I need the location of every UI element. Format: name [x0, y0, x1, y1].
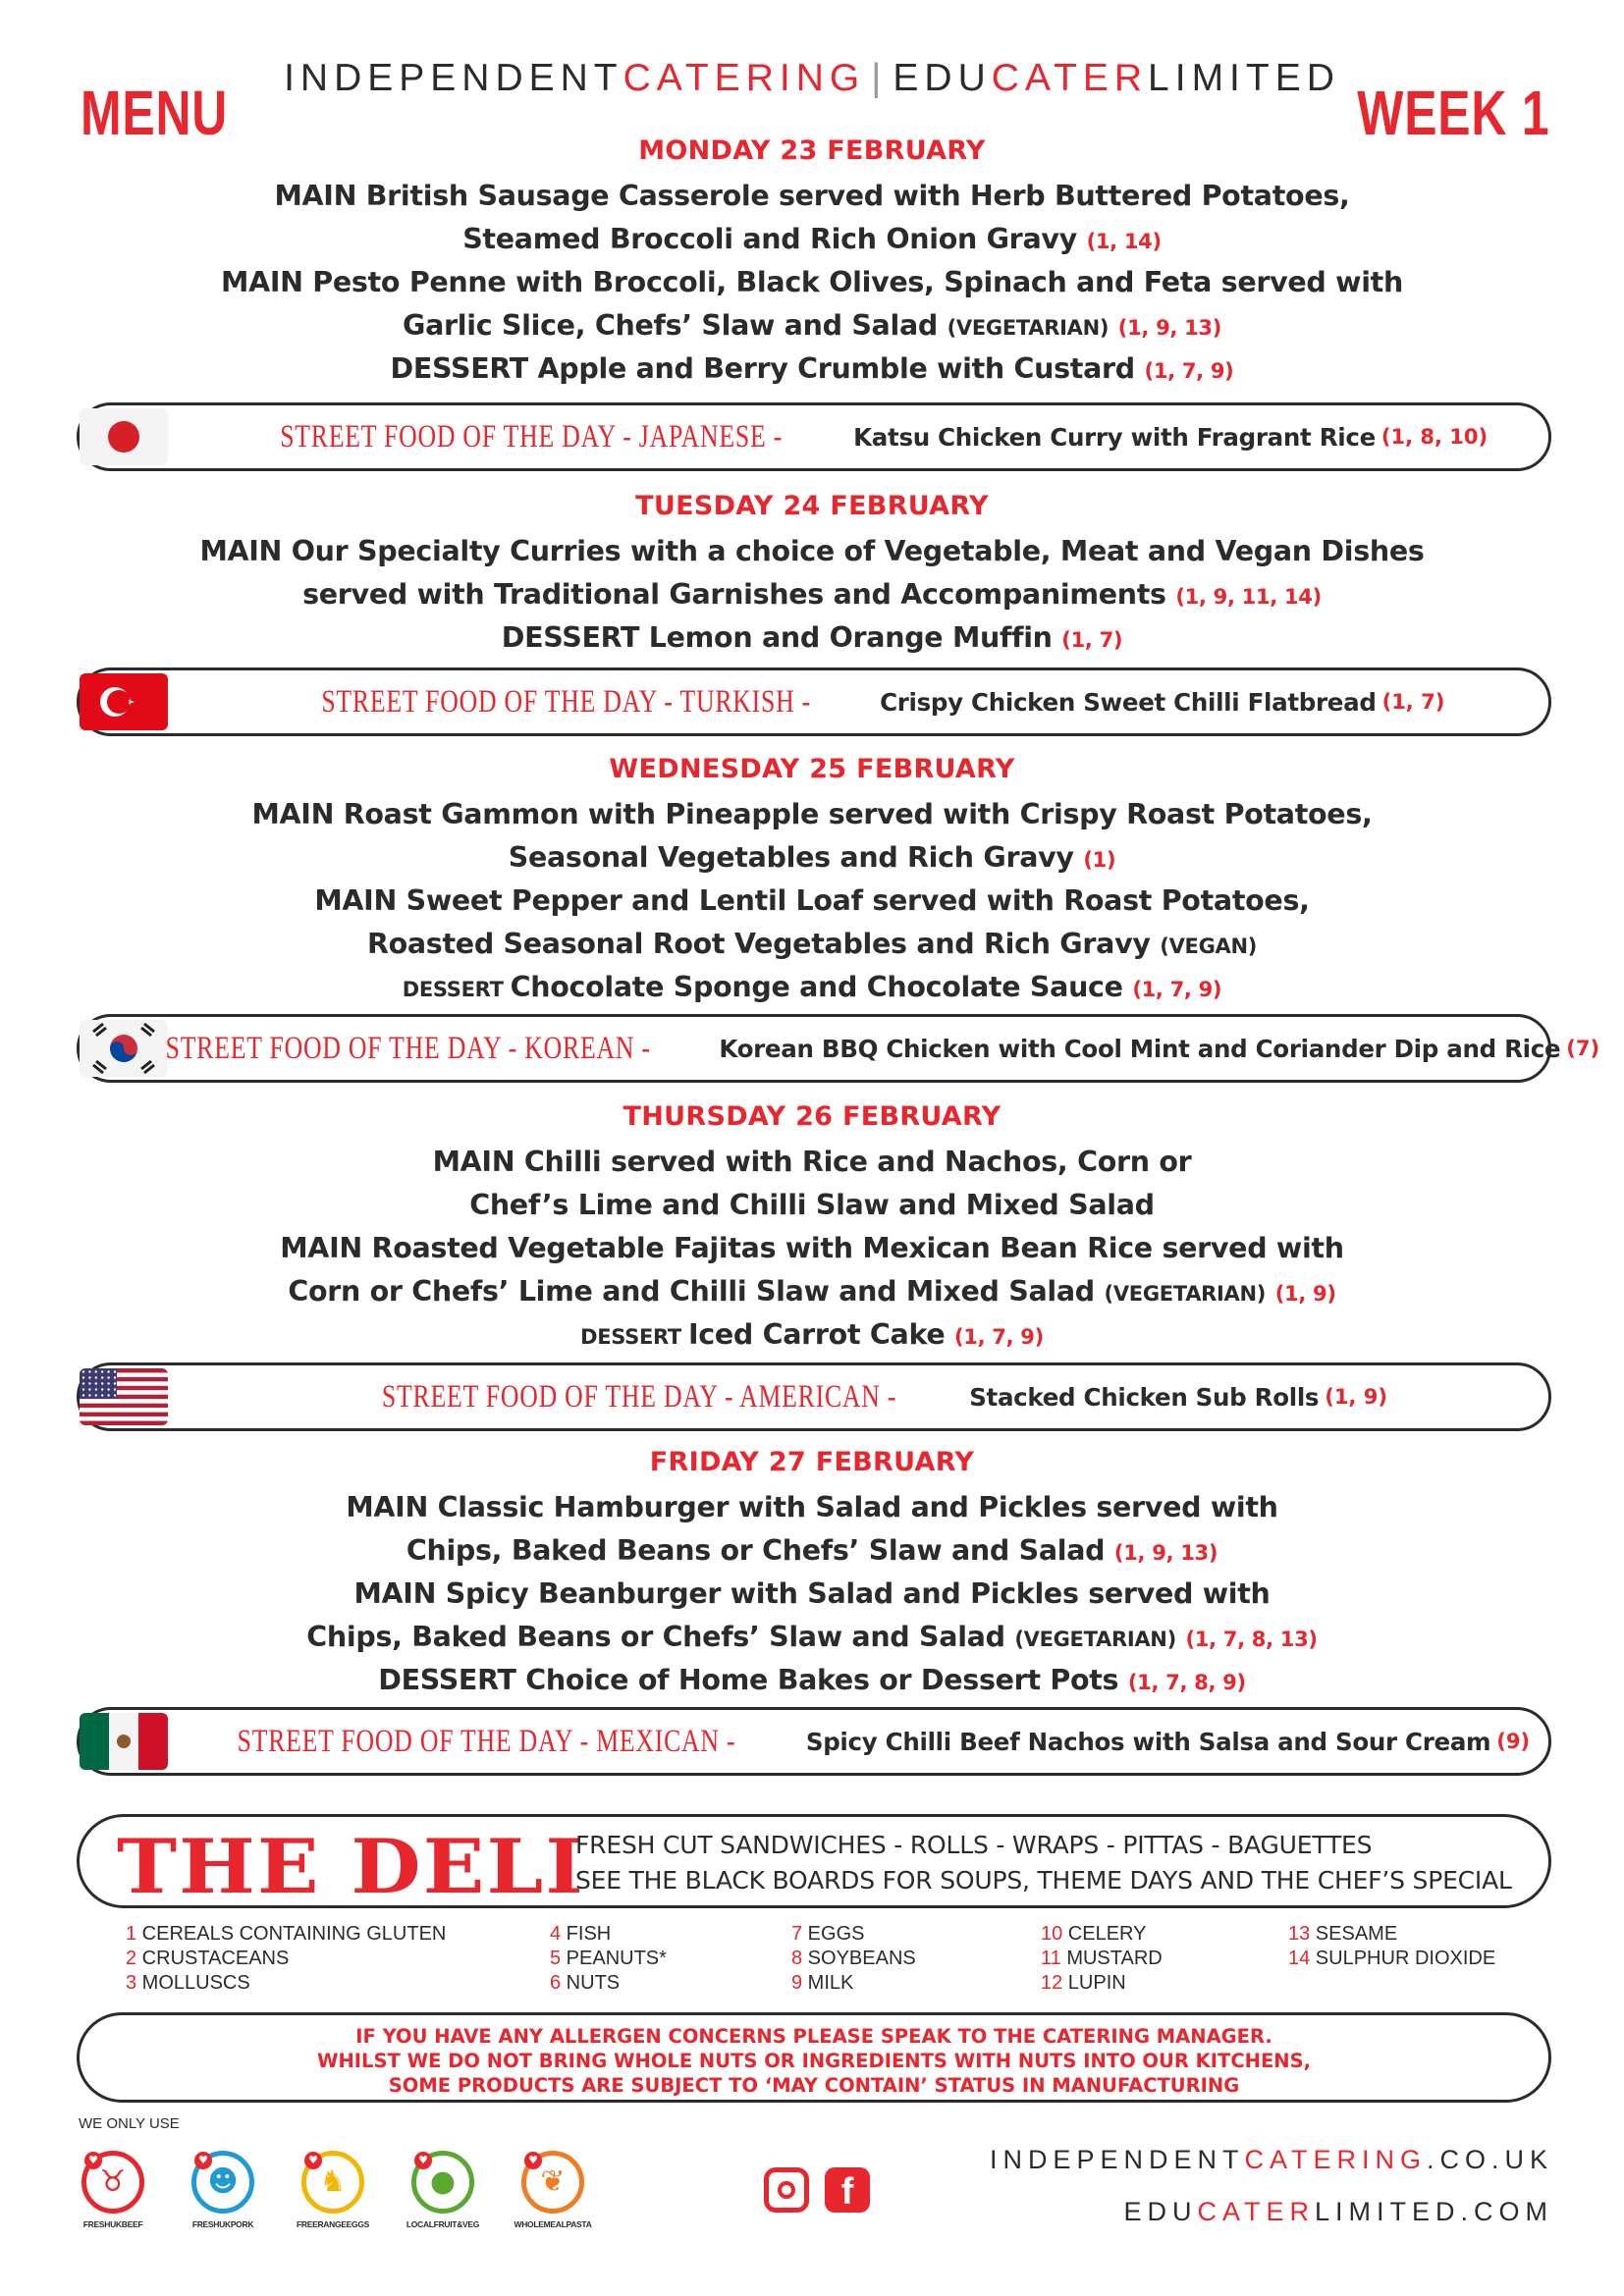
day-section	[0, 135, 1624, 391]
allergen-number: 1	[126, 1923, 137, 1945]
heart-icon: ♥	[414, 2152, 432, 2169]
street-food-text	[168, 405, 1529, 468]
menu-line	[0, 1141, 1624, 1184]
allergen-column	[550, 1922, 667, 1996]
allergen-item	[791, 1971, 916, 1996]
we-only-use-label: WE ONLY USE	[79, 2115, 180, 2132]
allergen-name: CEREALS CONTAINING GLUTEN	[136, 1923, 447, 1945]
street-food-bar	[77, 402, 1551, 471]
allergen-name: EGGS	[802, 1923, 865, 1945]
allergen-item	[1041, 1947, 1163, 1971]
street-food-text	[168, 1710, 1529, 1773]
deli-line-2: SEE THE BLACK BOARDS FOR SOUPS, THEME DAYS AND THE CHEF’S SPECIAL	[575, 1866, 1512, 1895]
allergen-codes: (1, 9)	[1274, 1282, 1336, 1306]
allergen-codes: (1, 9, 13)	[1113, 1541, 1218, 1565]
street-food-label: STREET FOOD OF THE DAY - AMERICAN -	[381, 1378, 897, 1415]
badge-caption: WHOLEMEALPASTA	[514, 2219, 592, 2229]
allergen-name: PEANUTS*	[561, 1948, 667, 1969]
street-food-bar	[77, 667, 1551, 736]
allergen-name: SOYBEANS	[802, 1948, 916, 1969]
street-food-text	[168, 670, 1529, 733]
mexico-flag-icon	[80, 1713, 168, 1770]
menu-line	[0, 218, 1624, 261]
dish-text: MAIN Sweet Pepper and Lentil Loaf served with Roast Potatoes,	[314, 884, 1310, 917]
week-label: WEEK 1	[1356, 78, 1549, 148]
badge-caption: LOCALFRUIT&VEG	[406, 2219, 480, 2229]
menu-line	[0, 1486, 1624, 1529]
allergen-number: 2	[126, 1948, 137, 1969]
dish-text: Iced Carrot Cake	[687, 1318, 946, 1351]
allergen-codes: (1, 9, 11, 14)	[1175, 585, 1322, 609]
day-title: FRIDAY 27 FEBRUARY	[649, 1447, 975, 1477]
warning-line-3: SOME PRODUCTS ARE SUBJECT TO ‘MAY CONTAIN’ STATUS IN MANUFACTURING	[388, 2074, 1240, 2097]
allergen-number: 6	[550, 1972, 562, 1994]
street-food-label: STREET FOOD OF THE DAY - JAPANESE -	[280, 418, 783, 454]
street-food-dish: Spicy Chilli Beef Nachos with Salsa and Sour Cream	[805, 1727, 1491, 1756]
badge-symbol: ☻	[207, 2164, 239, 2199]
allergen-name: SESAME	[1310, 1923, 1398, 1945]
web1-part-a: INDEPENDENT	[989, 2145, 1245, 2174]
sourcing-badge	[279, 2145, 387, 2229]
allergen-codes: (1, 7, 9)	[1144, 359, 1234, 383]
menu-line	[0, 573, 1624, 616]
menu-line	[0, 1659, 1624, 1702]
sourcing-badge	[389, 2145, 497, 2229]
korea-flag-icon	[80, 1020, 168, 1077]
allergen-number: 9	[791, 1972, 803, 1994]
course-prefix: DESSERT	[402, 978, 511, 1001]
menu-line	[0, 1227, 1624, 1270]
web2-part-a: EDU	[1123, 2197, 1198, 2226]
web2-part-b: CATER	[1197, 2197, 1315, 2226]
instagram-icon[interactable]	[764, 2167, 809, 2213]
dish-text: MAIN Roast Gammon with Pineapple served with Crispy Roast Potatoes,	[251, 798, 1373, 830]
dish-text: Chips, Baked Beans or Chefs’ Slaw and Salad	[306, 1621, 1005, 1653]
day-section	[0, 1101, 1624, 1357]
allergen-item	[126, 1971, 446, 1996]
brand-limited: LIMITED	[1148, 57, 1340, 99]
badge-symbol: ❦	[540, 2164, 566, 2199]
street-food-text	[168, 1365, 1529, 1428]
allergen-name: CELERY	[1062, 1923, 1147, 1945]
menu-line	[0, 793, 1624, 836]
allergen-codes: (1, 7)	[1061, 628, 1123, 652]
dish-text: Steamed Broccoli and Rich Onion Gravy	[462, 223, 1077, 255]
allergen-codes: (1, 7, 9)	[1132, 978, 1222, 1001]
menu-line	[0, 1573, 1624, 1616]
brand-independent: INDEPENDENT	[284, 57, 623, 99]
allergen-codes: (1, 7, 8, 9)	[1127, 1671, 1246, 1694]
dish-text: served with Traditional Garnishes and Accompaniments	[302, 578, 1166, 611]
menu-line	[0, 1313, 1624, 1357]
facebook-icon[interactable]: f	[825, 2167, 870, 2213]
street-food-dish: Stacked Chicken Sub Rolls	[969, 1382, 1320, 1412]
diet-tag: (VEGETARIAN)	[1104, 1282, 1267, 1306]
street-food-label: STREET FOOD OF THE DAY - KOREAN -	[165, 1030, 651, 1066]
menu-line	[0, 304, 1624, 347]
allergen-item	[791, 1922, 916, 1947]
allergen-number: 11	[1041, 1948, 1061, 1969]
allergen-number: 12	[1041, 1972, 1063, 1994]
street-food-allergens: (1, 8, 10)	[1380, 425, 1489, 449]
brand-edu: EDU	[893, 57, 992, 99]
allergen-number: 4	[550, 1923, 562, 1945]
dish-text: Chocolate Sponge and Chocolate Sauce	[510, 971, 1123, 1003]
menu-line	[0, 1529, 1624, 1573]
allergen-name: MUSTARD	[1060, 1948, 1163, 1969]
heart-icon: ♥	[524, 2152, 542, 2169]
allergen-item	[550, 1922, 667, 1947]
day-title: THURSDAY 26 FEBRUARY	[623, 1101, 1001, 1132]
menu-line	[0, 530, 1624, 573]
course-prefix: DESSERT	[580, 1325, 688, 1349]
menu-line	[0, 880, 1624, 923]
street-food-label: STREET FOOD OF THE DAY - MEXICAN -	[237, 1723, 736, 1759]
deli-line-1: FRESH CUT SANDWICHES - ROLLS - WRAPS - PITTAS - BAGUETTES	[575, 1831, 1373, 1859]
dish-text: MAIN Chilli served with Rice and Nachos, Corn or	[432, 1146, 1192, 1178]
street-food-dish: Katsu Chicken Curry with Fragrant Rice	[853, 422, 1376, 452]
sourcing-badges	[79, 2145, 687, 2253]
dish-text: MAIN British Sausage Casserole served with Herb Buttered Potatoes,	[274, 180, 1350, 212]
dish-text: MAIN Our Specialty Curries with a choice of Vegetable, Meat and Vegan Dishes	[199, 535, 1425, 567]
street-food-allergens: (7)	[1566, 1037, 1600, 1060]
badge-symbol: ●	[429, 2164, 457, 2199]
badge-caption: FRESHUKBEEF	[82, 2219, 143, 2229]
allergen-item	[1041, 1971, 1163, 1996]
brand-cater: CATER	[991, 57, 1149, 99]
dish-text: MAIN Spicy Beanburger with Salad and Pickles served with	[353, 1577, 1271, 1610]
wheat-icon	[521, 2151, 584, 2214]
allergen-number: 10	[1041, 1923, 1063, 1945]
dish-text: MAIN Roasted Vegetable Fajitas with Mexican Bean Rice served with	[280, 1232, 1344, 1264]
web2-part-c: LIMITED.COM	[1314, 2197, 1553, 2226]
street-food-dish: Crispy Chicken Sweet Chilli Flatbread	[880, 687, 1377, 717]
allergen-column	[1288, 1922, 1495, 1971]
dish-text: Chef’s Lime and Chilli Slaw and Mixed Salad	[469, 1189, 1155, 1221]
diet-tag: (VEGAN)	[1160, 934, 1258, 958]
allergen-name: SULPHUR DIOXIDE	[1310, 1948, 1496, 1969]
menu-line	[0, 175, 1624, 218]
street-food-bar	[77, 1362, 1551, 1431]
allergen-codes: (1, 7, 9)	[954, 1325, 1044, 1349]
allergen-codes: (1, 14)	[1086, 230, 1162, 253]
menu-line	[0, 261, 1624, 304]
menu-line	[0, 966, 1624, 1009]
allergen-name: MILK	[802, 1972, 854, 1994]
badge-caption: FRESHUKPORK	[191, 2219, 254, 2229]
dish-text: Seasonal Vegetables and Rich Gravy	[508, 841, 1074, 874]
apple-icon	[411, 2151, 474, 2214]
day-title: TUESDAY 24 FEBRUARY	[635, 491, 989, 521]
turkey-flag-icon	[80, 673, 168, 730]
menu-label: MENU	[81, 78, 229, 148]
website-educater-limited[interactable]	[1123, 2197, 1553, 2227]
allergen-codes: (1, 9, 13)	[1117, 316, 1222, 340]
badge-caption: FREERANGEEGGS	[296, 2219, 370, 2229]
dish-text: Corn or Chefs’ Lime and Chilli Slaw and Mixed Salad	[288, 1275, 1095, 1308]
menu-line	[0, 347, 1624, 391]
day-section	[0, 1447, 1624, 1702]
web1-part-c: .CO.UK	[1426, 2145, 1553, 2174]
dish-text: MAIN Pesto Penne with Broccoli, Black Olives, Spinach and Feta served with	[221, 266, 1403, 298]
allergen-item	[126, 1922, 446, 1947]
street-food-dish: Korean BBQ Chicken with Cool Mint and Coriander Dip and Rice	[719, 1034, 1561, 1063]
pork-icon	[191, 2151, 254, 2214]
day-title: WEDNESDAY 25 FEBRUARY	[609, 754, 1015, 784]
allergen-number: 5	[550, 1948, 562, 1969]
menu-line	[0, 1270, 1624, 1313]
allergen-item	[1288, 1947, 1495, 1971]
heart-icon: ♥	[194, 2152, 212, 2169]
allergen-item	[1041, 1922, 1163, 1947]
menu-line	[0, 836, 1624, 880]
heart-icon: ♥	[304, 2152, 322, 2169]
allergen-column	[791, 1922, 916, 1996]
street-food-text	[165, 1017, 1600, 1080]
beef-icon	[81, 2151, 144, 2214]
allergen-item	[791, 1947, 916, 1971]
menu-line	[0, 923, 1624, 966]
dish-text: DESSERT Apple and Berry Crumble with Custard	[390, 352, 1135, 385]
allergen-item	[550, 1947, 667, 1971]
street-food-bar	[77, 1707, 1551, 1776]
dish-text: Garlic Slice, Chefs’ Slaw and Salad	[402, 309, 938, 342]
street-food-label: STREET FOOD OF THE DAY - TURKISH -	[321, 683, 811, 720]
day-title: MONDAY 23 FEBRUARY	[638, 135, 986, 166]
allergen-number: 13	[1288, 1923, 1311, 1945]
warning-line-2: WHILST WE DO NOT BRING WHOLE NUTS OR INGREDIENTS WITH NUTS INTO OUR KITCHENS,	[316, 2050, 1312, 2072]
allergen-column	[126, 1922, 446, 1996]
warning-line-1: IF YOU HAVE ANY ALLERGEN CONCERNS PLEASE SPEAK TO THE CATERING MANAGER.	[355, 2025, 1272, 2048]
allergen-number: 3	[126, 1972, 137, 1994]
allergen-name: MOLLUSCS	[136, 1972, 250, 1994]
website-independent-catering[interactable]	[990, 2145, 1553, 2175]
allergen-codes: (1)	[1083, 848, 1116, 872]
sourcing-badge	[169, 2145, 277, 2229]
allergen-name: FISH	[561, 1923, 612, 1945]
allergen-item	[1288, 1922, 1495, 1947]
sourcing-badge	[499, 2145, 607, 2229]
allergen-number: 7	[791, 1923, 803, 1945]
diet-tag: (VEGETARIAN)	[1014, 1628, 1176, 1651]
street-food-allergens: (1, 9)	[1325, 1385, 1387, 1409]
menu-line	[0, 616, 1624, 660]
day-section	[0, 754, 1624, 1009]
street-food-allergens: (9)	[1496, 1730, 1531, 1753]
street-food-allergens: (1, 7)	[1381, 690, 1445, 714]
allergen-name: CRUSTACEANS	[136, 1948, 290, 1969]
dish-text: DESSERT Choice of Home Bakes or Dessert Pots	[378, 1664, 1119, 1696]
allergen-item	[550, 1971, 667, 1996]
menu-line	[0, 1616, 1624, 1659]
deli-title: THE DELI	[117, 1823, 585, 1910]
dish-text: Chips, Baked Beans or Chefs’ Slaw and Salad	[406, 1534, 1106, 1567]
chicken-icon	[301, 2151, 364, 2214]
diet-tag: (VEGETARIAN)	[947, 316, 1110, 340]
dish-text: MAIN Classic Hamburger with Salad and Pickles served with	[346, 1491, 1278, 1523]
allergen-column	[1041, 1922, 1163, 1996]
japan-flag-icon	[80, 408, 168, 465]
badge-symbol: ♉	[99, 2164, 127, 2199]
allergen-item	[126, 1947, 446, 1971]
street-food-bar	[77, 1014, 1600, 1083]
allergen-codes: (1, 7, 8, 13)	[1185, 1628, 1318, 1651]
allergen-key	[126, 1922, 1549, 2001]
menu-line	[0, 1184, 1624, 1227]
dish-text: Roasted Seasonal Root Vegetables and Rich Gravy	[366, 928, 1151, 960]
allergen-number: 8	[791, 1948, 803, 1969]
brand-catering: CATERING	[623, 57, 866, 99]
brand-separator: |	[871, 57, 888, 99]
sourcing-badge	[59, 2145, 167, 2229]
allergen-warning	[77, 2012, 1551, 2103]
web1-part-b: CATERING	[1244, 2145, 1427, 2174]
usa-flag-icon	[80, 1368, 168, 1425]
day-section	[0, 491, 1624, 660]
dish-text: DESSERT Lemon and Orange Muffin	[501, 621, 1053, 654]
allergen-number: 14	[1288, 1948, 1311, 1969]
heart-icon: ♥	[84, 2152, 102, 2169]
deli-panel	[77, 1814, 1551, 1908]
allergen-name: LUPIN	[1062, 1972, 1126, 1994]
allergen-name: NUTS	[561, 1972, 621, 1994]
badge-symbol: ♞	[319, 2164, 347, 2199]
